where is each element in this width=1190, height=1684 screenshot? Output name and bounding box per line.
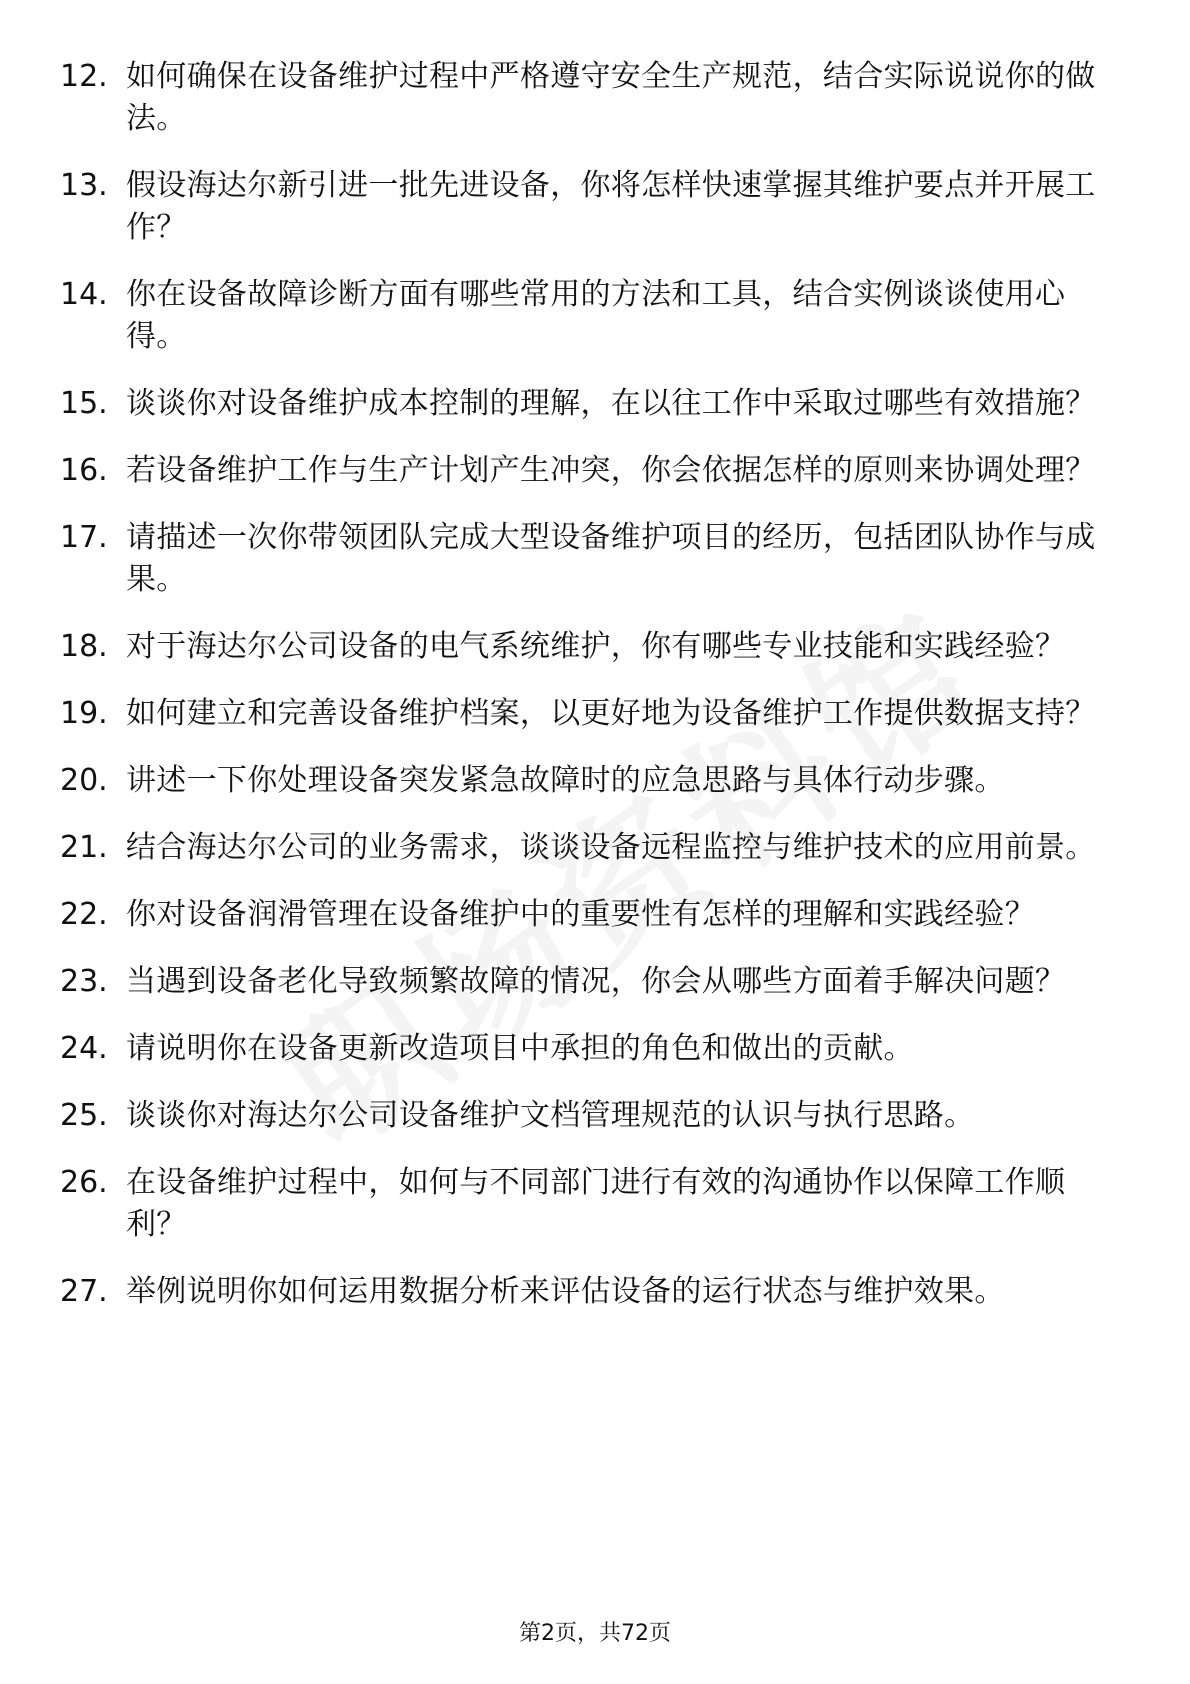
question-text: 若设备维护工作与生产计划产生冲突，你会依据怎样的原则来协调处理？ <box>126 453 1096 488</box>
question-number: 26. <box>60 1165 108 1200</box>
page-indicator: 第2页，共72页 <box>519 1621 671 1646</box>
question-text: 谈谈你对海达尔公司设备维护文档管理规范的认识与执行思路。 <box>126 1098 975 1133</box>
question-text: 你对设备润滑管理在设备维护中的重要性有怎样的理解和实践经验？ <box>126 897 1035 932</box>
question-item <box>60 626 1120 668</box>
question-number: 25. <box>60 1098 108 1133</box>
question-item <box>60 827 1120 869</box>
question-item <box>60 450 1120 492</box>
question-number: 23. <box>60 964 108 999</box>
question-item <box>60 1028 1120 1070</box>
question-list <box>60 56 1120 1338</box>
question-text: 讲述一下你处理设备突发紧急故障时的应急思路与具体行动步骤。 <box>126 763 1005 798</box>
question-item <box>60 517 1120 601</box>
question-text: 当遇到设备老化导致频繁故障的情况，你会从哪些方面着手解决问题？ <box>126 964 1066 999</box>
question-number: 24. <box>60 1031 108 1066</box>
question-item <box>60 383 1120 425</box>
question-item <box>60 1162 1120 1246</box>
question-text: 举例说明你如何运用数据分析来评估设备的运行状态与维护效果。 <box>126 1274 1005 1309</box>
question-number: 19. <box>60 696 108 731</box>
question-text: 如何建立和完善设备维护档案，以更好地为设备维护工作提供数据支持？ <box>126 696 1096 731</box>
question-item <box>60 56 1120 140</box>
question-text: 结合海达尔公司的业务需求，谈谈设备远程监控与维护技术的应用前景。 <box>126 830 1096 865</box>
question-number: 27. <box>60 1274 108 1309</box>
question-text: 如何确保在设备维护过程中严格遵守安全生产规范，结合实际说说你的做法。 <box>126 59 1096 136</box>
question-item <box>60 693 1120 735</box>
question-item <box>60 1095 1120 1137</box>
question-number: 20. <box>60 763 108 798</box>
question-number: 21. <box>60 830 108 865</box>
question-text: 对于海达尔公司设备的电气系统维护，你有哪些专业技能和实践经验？ <box>126 629 1066 664</box>
question-text: 请说明你在设备更新改造项目中承担的角色和做出的贡献。 <box>126 1031 914 1066</box>
question-text: 假设海达尔新引进一批先进设备，你将怎样快速掌握其维护要点并开展工作？ <box>126 168 1096 245</box>
question-number: 14. <box>60 277 108 312</box>
question-number: 17. <box>60 520 108 555</box>
question-item <box>60 165 1120 249</box>
question-text: 谈谈你对设备维护成本控制的理解，在以往工作中采取过哪些有效措施？ <box>126 386 1096 421</box>
question-item <box>60 961 1120 1003</box>
question-number: 22. <box>60 897 108 932</box>
question-item <box>60 894 1120 936</box>
question-number: 13. <box>60 168 108 203</box>
question-text: 请描述一次你带领团队完成大型设备维护项目的经历，包括团队协作与成果。 <box>126 520 1096 597</box>
question-text: 你在设备故障诊断方面有哪些常用的方法和工具，结合实例谈谈使用心得。 <box>126 277 1066 354</box>
question-number: 16. <box>60 453 108 488</box>
question-item <box>60 1271 1120 1313</box>
question-item <box>60 274 1120 358</box>
question-number: 18. <box>60 629 108 664</box>
question-item <box>60 760 1120 802</box>
question-number: 12. <box>60 59 108 94</box>
question-number: 15. <box>60 386 108 421</box>
question-text: 在设备维护过程中，如何与不同部门进行有效的沟通协作以保障工作顺利？ <box>126 1165 1066 1242</box>
